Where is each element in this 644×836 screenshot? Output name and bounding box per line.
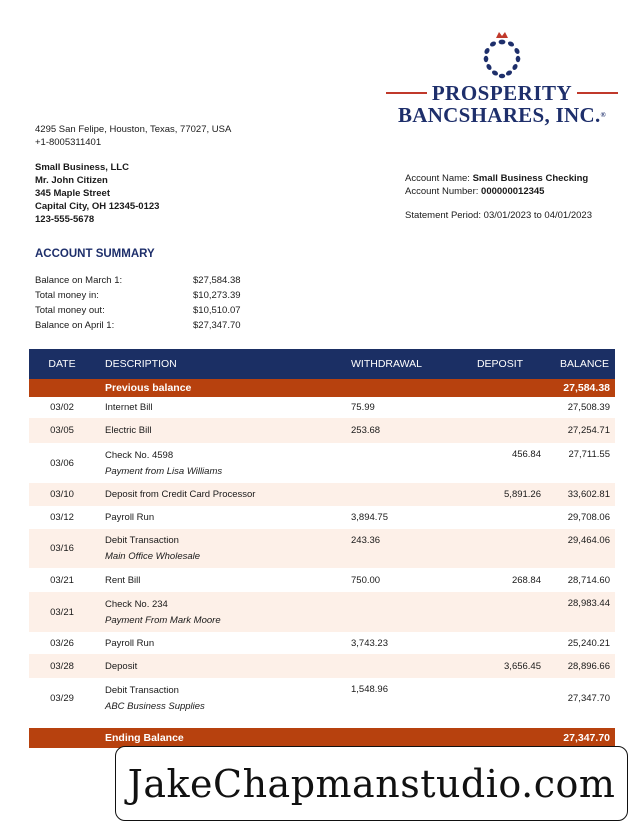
account-number-line — [405, 185, 588, 198]
logo-name-line2-text: BANCSHARES, INC. — [397, 103, 601, 127]
header-withdrawal: WITHDRAWAL — [351, 358, 422, 370]
summary-row — [35, 303, 241, 318]
summary-value: $10,273.39 — [193, 290, 241, 301]
row-subdescription: Payment from Lisa Williams — [105, 465, 223, 477]
row-description: Payroll Run — [105, 637, 155, 649]
row-description: Internet Bill — [105, 402, 153, 413]
registered-mark: ® — [600, 111, 607, 119]
row-description: Deposit from Credit Card Processor — [105, 489, 256, 500]
bank-address: 4295 San Felipe, Houston, Texas, 77027, USA — [35, 124, 232, 135]
row-description: Debit Transaction — [105, 535, 179, 546]
account-name-label: Account Name: — [405, 173, 470, 184]
summary-label: Total money in: — [35, 290, 99, 301]
header-description: DESCRIPTION — [105, 358, 177, 370]
row-withdrawal: 75.99 — [351, 402, 375, 413]
row-description: Check No. 4598 — [105, 449, 174, 461]
row-description: Debit Transaction — [105, 684, 179, 696]
row-description: Electric Bill — [105, 425, 152, 436]
table-row — [29, 418, 615, 443]
row-balance: 27,254.71 — [567, 425, 610, 436]
row-balance: 28,714.60 — [567, 574, 610, 586]
header-date: DATE — [48, 358, 76, 370]
row-balance: 29,464.06 — [567, 535, 610, 546]
summary-value: $27,347.70 — [193, 320, 241, 331]
row-description: Rent Bill — [105, 574, 141, 586]
previous-balance-row — [29, 379, 615, 397]
table-row — [29, 483, 615, 506]
row-description: Payroll Run — [105, 512, 155, 523]
row-balance: 33,602.81 — [567, 489, 610, 500]
row-withdrawal: 243.36 — [351, 535, 381, 546]
summary-label: Balance on March 1: — [35, 275, 123, 286]
statement-period: Statement Period: 03/01/2023 to 04/01/2023 — [405, 210, 592, 221]
row-date: 03/02 — [50, 402, 74, 413]
row-date: 03/28 — [50, 660, 74, 672]
row-withdrawal: 1,548.96 — [351, 684, 388, 695]
row-withdrawal: 750.00 — [351, 574, 381, 586]
row-deposit: 456.84 — [511, 449, 541, 460]
logo-name-line1: PROSPERITY — [431, 81, 573, 105]
previous-balance-value: 27,584.38 — [563, 382, 610, 394]
row-balance: 25,240.21 — [567, 637, 610, 649]
row-withdrawal: 3,894.75 — [351, 512, 388, 523]
row-subdescription: Payment From Mark Moore — [105, 614, 221, 626]
row-description-cell — [95, 535, 341, 562]
row-description-cell — [95, 450, 341, 477]
row-balance: 28,896.66 — [567, 660, 610, 672]
summary-label: Balance on April 1: — [35, 320, 115, 331]
row-balance: 27,711.55 — [568, 449, 610, 460]
row-withdrawal: 253.68 — [351, 425, 381, 436]
transactions-table — [29, 349, 615, 718]
account-summary-title: ACCOUNT SUMMARY — [35, 248, 155, 260]
bank-address-block — [35, 123, 231, 149]
row-balance: 29,708.06 — [567, 512, 610, 523]
summary-label: Total money out: — [35, 305, 105, 316]
account-number-label: Account Number: — [405, 186, 479, 197]
row-description-cell — [95, 599, 341, 626]
row-deposit: 268.84 — [511, 574, 541, 586]
row-date: 03/16 — [50, 543, 74, 554]
table-row — [29, 654, 615, 678]
summary-row — [35, 273, 241, 288]
table-row — [29, 443, 615, 483]
logo-name-line2 — [386, 104, 618, 126]
table-row — [29, 568, 615, 592]
row-deposit: 5,891.26 — [504, 489, 541, 500]
header-balance: BALANCE — [559, 358, 609, 370]
watermark-box — [115, 746, 628, 821]
watermark-text: JakeChapmanstudio.com — [127, 761, 616, 806]
row-date: 03/29 — [50, 692, 74, 704]
table-row — [29, 506, 615, 529]
row-date: 03/26 — [50, 637, 74, 649]
row-withdrawal: 3,743.23 — [351, 637, 388, 649]
summary-value: $27,584.38 — [193, 275, 241, 286]
previous-balance-label: Previous balance — [105, 382, 192, 394]
customer-contact: Mr. John Citizen — [35, 175, 108, 186]
row-date: 03/21 — [50, 574, 74, 586]
row-balance: 27,347.70 — [567, 692, 610, 704]
table-row — [29, 678, 615, 718]
account-summary — [35, 273, 241, 333]
row-subdescription: ABC Business Supplies — [105, 700, 205, 712]
row-balance: 27,508.39 — [567, 402, 610, 413]
row-description: Check No. 234 — [105, 598, 168, 610]
customer-business: Small Business, LLC — [35, 162, 129, 173]
ending-balance-value: 27,347.70 — [563, 732, 610, 744]
row-deposit: 3,656.45 — [504, 660, 541, 672]
summary-row — [35, 288, 241, 303]
account-name-value: Small Business Checking — [472, 173, 589, 184]
table-row — [29, 397, 615, 418]
row-date: 03/06 — [50, 457, 74, 469]
bank-phone: +1-8005311401 — [35, 137, 102, 148]
account-number-value: 000000012345 — [481, 186, 545, 197]
customer-street: 345 Maple Street — [35, 188, 110, 199]
row-balance: 28,983.44 — [567, 598, 610, 609]
logo-rule-left — [386, 92, 427, 94]
customer-city: Capital City, OH 12345-0123 — [35, 201, 160, 212]
summary-value: $10,510.07 — [193, 305, 241, 316]
bank-logo — [386, 28, 618, 126]
table-row — [29, 632, 615, 654]
table-row — [29, 529, 615, 568]
row-subdescription: Main Office Wholesale — [105, 551, 201, 562]
table-header — [29, 349, 615, 379]
ending-balance-row — [29, 728, 615, 748]
account-info-block — [405, 172, 588, 198]
customer-phone: 123-555-5678 — [35, 214, 95, 225]
ending-balance-label: Ending Balance — [105, 732, 184, 744]
customer-address-block — [35, 161, 159, 226]
account-name-line — [405, 172, 588, 185]
logo-rule-right — [577, 92, 618, 94]
summary-row — [35, 318, 241, 333]
header-deposit: DEPOSIT — [476, 358, 524, 370]
row-date: 03/05 — [50, 425, 74, 436]
laurel-crown-icon — [475, 28, 529, 80]
row-date: 03/21 — [50, 606, 74, 618]
row-date: 03/10 — [50, 489, 74, 500]
row-description: Deposit — [105, 660, 138, 672]
row-description-cell — [95, 685, 341, 712]
table-row — [29, 592, 615, 632]
row-date: 03/12 — [50, 512, 74, 523]
